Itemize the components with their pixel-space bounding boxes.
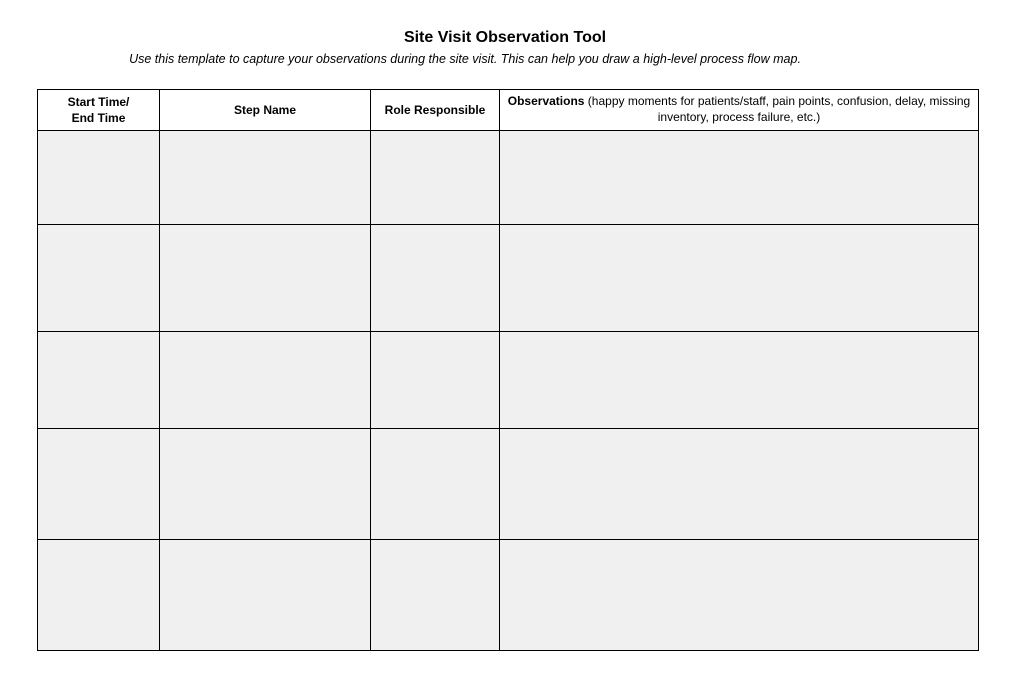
observations-cell[interactable] bbox=[500, 332, 979, 429]
header-observations bbox=[500, 90, 979, 131]
observations-cell[interactable] bbox=[500, 225, 979, 332]
table-row bbox=[38, 429, 979, 540]
table-row bbox=[38, 540, 979, 651]
header-end-time-label: End Time bbox=[71, 111, 126, 125]
step-name-cell[interactable] bbox=[160, 225, 371, 332]
document-title: Site Visit Observation Tool bbox=[403, 29, 607, 46]
header-start-end-time bbox=[38, 90, 160, 131]
step-name-cell[interactable] bbox=[160, 429, 371, 540]
observations-cell[interactable] bbox=[500, 429, 979, 540]
start-end-time-cell[interactable] bbox=[38, 131, 160, 225]
table-row bbox=[38, 131, 979, 225]
role-responsible-cell[interactable] bbox=[371, 429, 500, 540]
role-responsible-cell[interactable] bbox=[371, 540, 500, 651]
step-name-cell[interactable] bbox=[160, 332, 371, 429]
header-observations-note: (happy moments for patients/staff, pain points, confusion, delay, missing inventory, process failure, etc.) bbox=[584, 94, 971, 124]
start-end-time-cell[interactable] bbox=[38, 332, 160, 429]
header-role-responsible: Role Responsible bbox=[371, 90, 500, 131]
table-row bbox=[38, 225, 979, 332]
start-end-time-cell[interactable] bbox=[38, 225, 160, 332]
observation-table bbox=[37, 89, 979, 651]
table-row bbox=[38, 332, 979, 429]
role-responsible-cell[interactable] bbox=[371, 332, 500, 429]
header-row bbox=[38, 90, 979, 131]
start-end-time-cell[interactable] bbox=[38, 429, 160, 540]
start-end-time-cell[interactable] bbox=[38, 540, 160, 651]
role-responsible-cell[interactable] bbox=[371, 131, 500, 225]
observations-cell[interactable] bbox=[500, 131, 979, 225]
observations-cell[interactable] bbox=[500, 540, 979, 651]
header-observations-label: Observations bbox=[507, 94, 585, 108]
header-step-name: Step Name bbox=[160, 90, 371, 131]
step-name-cell[interactable] bbox=[160, 131, 371, 225]
document-subtitle: Use this template to capture your observations during the site visit. This can help you draw a high-level process flow map. bbox=[129, 52, 801, 66]
header-start-time-label: Start Time/ bbox=[67, 95, 130, 109]
role-responsible-cell[interactable] bbox=[371, 225, 500, 332]
step-name-cell[interactable] bbox=[160, 540, 371, 651]
